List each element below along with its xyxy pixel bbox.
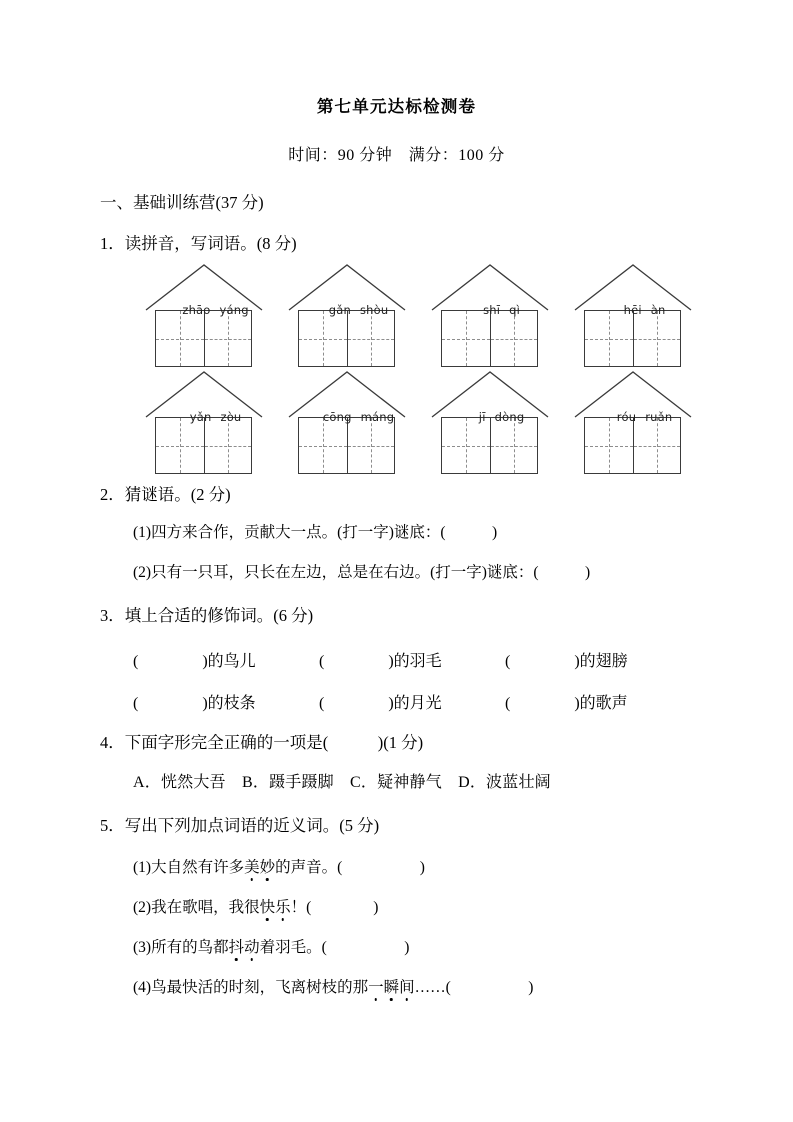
page-title: 第七单元达标检测卷 (316, 97, 477, 116)
question-5-item-2[interactable] (133, 900, 378, 916)
sentence-suffix: 着羽毛。( ) (259, 939, 410, 956)
question-1-prompt: 1．读拼音，写词语。(8 分) (100, 234, 297, 253)
emphasized-word (260, 899, 291, 916)
emphasized-word (229, 939, 260, 956)
modifier-blank[interactable]: ( )的枝条 (133, 695, 256, 712)
sentence-suffix: ！( ) (290, 899, 379, 916)
pinyin-label: shī qì (483, 303, 521, 317)
sentence-prefix: (1)大自然有许多 (133, 859, 245, 876)
modifier-blank[interactable]: ( )的鸟儿 (133, 653, 256, 670)
question-2-prompt: 2．猜谜语。(2 分) (100, 485, 231, 504)
pinyin-label: zhāo yáng (182, 303, 249, 317)
pinyin-house[interactable] (145, 263, 263, 367)
question-5-prompt: 5．写出下列加点词语的近义词。(5 分) (100, 816, 380, 835)
pinyin-house[interactable] (574, 263, 692, 367)
emphasis-dot-char: 间 (399, 979, 415, 996)
sentence-suffix: ……( ) (414, 979, 534, 996)
section-heading-1: 一、基础训练营(37 分) (100, 193, 264, 212)
emphasized-word (368, 979, 415, 996)
pinyin-label: jī dòng (478, 410, 525, 424)
question-5-item-4[interactable] (133, 980, 533, 996)
question-3-prompt: 3．填上合适的修饰词。(6 分) (100, 606, 314, 625)
question-5-item-1[interactable] (133, 860, 425, 876)
emphasis-dot-char: 美 (244, 859, 260, 876)
sentence-prefix: (2)我在歌唱，我很 (133, 899, 260, 916)
sentence-prefix: (4)鸟最快活的时刻，飞离树枝的那 (133, 979, 369, 996)
sentence-prefix: (3)所有的鸟都 (133, 939, 229, 956)
pinyin-label: hēi àn (623, 303, 666, 317)
emphasis-dot-char: 妙 (259, 859, 276, 876)
question-3-row (133, 648, 693, 671)
emphasis-dot-char: 一 (368, 979, 384, 996)
emphasis-dot-char: 动 (244, 939, 260, 956)
pinyin-label: yǎn zòu (189, 410, 242, 424)
pinyin-house[interactable] (288, 370, 406, 474)
pinyin-house[interactable] (145, 370, 263, 474)
pinyin-house[interactable] (431, 263, 549, 367)
modifier-blank[interactable]: ( )的歌声 (505, 695, 628, 712)
pinyin-label: cōng máng (322, 410, 395, 424)
pinyin-house[interactable] (574, 370, 692, 474)
emphasis-dot-char: 快 (259, 899, 276, 916)
sentence-suffix: 的声音。( ) (275, 859, 425, 876)
pinyin-label: róu ruǎn (616, 410, 673, 424)
modifier-blank[interactable]: ( )的月光 (319, 695, 442, 712)
emphasis-dot-char: 乐 (275, 899, 291, 916)
emphasis-dot-char: 抖 (228, 939, 245, 956)
question-2-item-1[interactable]: (1)四方来合作，贡献大一点。(打一字)谜底：( ) (133, 524, 498, 541)
modifier-blank[interactable]: ( )的羽毛 (319, 653, 442, 670)
question-5-item-3[interactable] (133, 940, 409, 956)
question-4-options[interactable]: A．恍然大吾 B．蹑手蹑脚 C．疑神静气 D．波蓝壮阔 (133, 774, 551, 791)
modifier-blank[interactable]: ( )的翅膀 (505, 653, 628, 670)
question-4-prompt[interactable]: 4．下面字形完全正确的一项是( )(1 分) (100, 733, 424, 752)
emphasized-word (244, 859, 275, 876)
pinyin-house[interactable] (288, 263, 406, 367)
question-2-item-2[interactable]: (2)只有一只耳，只长在左边，总是在右边。(打一字)谜底：( ) (133, 564, 591, 581)
exam-meta-line: 时间：90 分钟 满分：100 分 (288, 147, 505, 164)
pinyin-label: gǎn shòu (328, 303, 389, 317)
pinyin-house[interactable] (431, 370, 549, 474)
emphasis-dot-char: 瞬 (383, 979, 400, 996)
question-3-row (133, 690, 693, 713)
